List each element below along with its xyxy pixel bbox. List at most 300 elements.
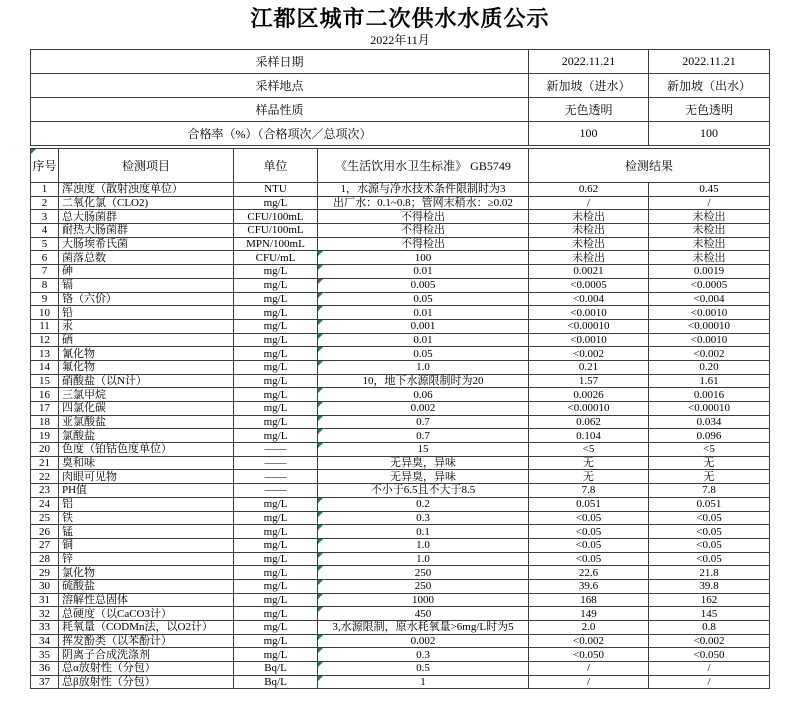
row-index: 9: [31, 292, 59, 306]
row-unit: mg/L: [234, 306, 318, 320]
excel-flag-triangle-icon: [318, 594, 323, 599]
row-result-outlet: <0.05: [649, 511, 770, 525]
table-row: [31, 552, 770, 566]
row-item: 溶解性总固体: [59, 593, 234, 607]
table-row: [31, 292, 770, 306]
info-label: 合格率（%）（合格项次／总项次）: [31, 122, 529, 146]
table-row: [31, 566, 770, 580]
row-result-inlet: <0.0005: [529, 278, 649, 292]
table-row: [31, 251, 770, 265]
table-row: [31, 306, 770, 320]
row-standard: 3,水源限制，原水耗氧量>6mg/L时为5: [318, 621, 529, 635]
table-row: [31, 196, 770, 210]
tables-container: [30, 49, 769, 689]
row-unit: mg/L: [234, 278, 318, 292]
row-item: 总β放射性（分包）: [59, 675, 234, 689]
table-row: [31, 388, 770, 402]
row-standard: 0.01: [318, 333, 529, 347]
row-item: 氯化物: [59, 566, 234, 580]
row-result-outlet: <0.00010: [649, 319, 770, 333]
row-result-inlet: 未检出: [529, 237, 649, 251]
row-index: 13: [31, 347, 59, 361]
table-row: [31, 210, 770, 224]
row-result-inlet: <0.05: [529, 511, 649, 525]
row-item: 锌: [59, 552, 234, 566]
row-result-inlet: <0.05: [529, 538, 649, 552]
row-result-outlet: 未检出: [649, 237, 770, 251]
row-result-outlet: 无: [649, 456, 770, 470]
row-standard: 出厂水：0.1~0.8；管网末稍水：≥0.02: [318, 196, 529, 210]
table-row: [31, 415, 770, 429]
row-standard: 0.005: [318, 278, 529, 292]
row-index: 30: [31, 579, 59, 593]
row-index: 3: [31, 210, 59, 224]
row-item: 三氯甲烷: [59, 388, 234, 402]
table-row: [31, 648, 770, 662]
row-item: 大肠埃希氏菌: [59, 237, 234, 251]
row-standard: 不小于6.5且不大于8.5: [318, 484, 529, 498]
row-result-outlet: 0.034: [649, 415, 770, 429]
row-result-outlet: 未检出: [649, 210, 770, 224]
excel-flag-triangle-icon: [318, 648, 323, 653]
excel-flag-triangle-icon: [31, 149, 36, 154]
excel-flag-triangle-icon: [318, 251, 323, 256]
excel-flag-triangle-icon: [318, 320, 323, 325]
info-row: [31, 74, 770, 98]
row-standard: 0.3: [318, 511, 529, 525]
row-result-outlet: 7.8: [649, 484, 770, 498]
row-standard: 1，水源与净水技术条件限制时为3: [318, 183, 529, 197]
table-row: [31, 347, 770, 361]
sample-info-table: [30, 49, 770, 146]
row-item: 肉眼可见物: [59, 470, 234, 484]
table-row: [31, 333, 770, 347]
row-item: 铬（六价）: [59, 292, 234, 306]
row-result-inlet: <0.05: [529, 525, 649, 539]
row-result-outlet: 162: [649, 593, 770, 607]
info-value: 新加坡（出水）: [649, 74, 770, 98]
excel-flag-triangle-icon: [318, 566, 323, 571]
row-standard: 0.01: [318, 306, 529, 320]
row-unit: mg/L: [234, 265, 318, 279]
row-result-outlet: <0.0005: [649, 278, 770, 292]
header-result: 检测结果: [529, 149, 770, 183]
row-standard: 0.1: [318, 525, 529, 539]
row-standard: 0.2: [318, 497, 529, 511]
row-index: 19: [31, 429, 59, 443]
row-item: 汞: [59, 319, 234, 333]
row-unit: mg/L: [234, 552, 318, 566]
table-row: [31, 319, 770, 333]
row-unit: mg/L: [234, 621, 318, 635]
row-result-outlet: 0.0016: [649, 388, 770, 402]
row-result-inlet: <0.05: [529, 552, 649, 566]
row-item: 浑浊度（散射浊度单位）: [59, 183, 234, 197]
excel-flag-triangle-icon: [318, 512, 323, 517]
row-result-outlet: 21.8: [649, 566, 770, 580]
row-index: 14: [31, 360, 59, 374]
row-index: 12: [31, 333, 59, 347]
excel-flag-triangle-icon: [318, 293, 323, 298]
row-result-inlet: 0.0021: [529, 265, 649, 279]
row-item: 耗氧量（CODMn法，以O2计）: [59, 621, 234, 635]
table-row: [31, 675, 770, 689]
row-item: 铜: [59, 538, 234, 552]
excel-flag-triangle-icon: [318, 580, 323, 585]
info-value: 无色透明: [529, 98, 649, 122]
row-result-inlet: <5: [529, 443, 649, 457]
info-label: 样品性质: [31, 98, 529, 122]
row-unit: CFU/mL: [234, 251, 318, 265]
header-standard: 《生活饮用水卫生标准》 GB5749: [318, 149, 529, 183]
excel-flag-triangle-icon: [318, 265, 323, 270]
row-result-inlet: 168: [529, 593, 649, 607]
table-row: [31, 593, 770, 607]
row-result-inlet: <0.0010: [529, 306, 649, 320]
row-result-outlet: <0.05: [649, 525, 770, 539]
row-index: 11: [31, 319, 59, 333]
header-item: 检测项目: [59, 149, 234, 183]
row-index: 28: [31, 552, 59, 566]
row-unit: mg/L: [234, 525, 318, 539]
row-unit: mg/L: [234, 566, 318, 580]
table-row: [31, 511, 770, 525]
row-result-outlet: 39.8: [649, 579, 770, 593]
row-standard: 100: [318, 251, 529, 265]
row-standard: 250: [318, 566, 529, 580]
row-index: 35: [31, 648, 59, 662]
info-value: 新加坡（进水）: [529, 74, 649, 98]
row-result-inlet: /: [529, 196, 649, 210]
row-result-outlet: <0.050: [649, 648, 770, 662]
row-result-inlet: 0.0026: [529, 388, 649, 402]
row-result-inlet: 39.6: [529, 579, 649, 593]
row-item: 二氧化氯（CLO2): [59, 196, 234, 210]
row-result-inlet: <0.00010: [529, 319, 649, 333]
row-result-inlet: 1.57: [529, 374, 649, 388]
row-standard: 0.7: [318, 415, 529, 429]
row-standard: 0.002: [318, 634, 529, 648]
row-unit: mg/L: [234, 333, 318, 347]
row-result-inlet: 22.6: [529, 566, 649, 580]
water-quality-result-table: [30, 148, 770, 689]
row-item: 氯酸盐: [59, 429, 234, 443]
row-standard: 1000: [318, 593, 529, 607]
row-index: 24: [31, 497, 59, 511]
row-item: 四氯化碳: [59, 402, 234, 416]
excel-flag-triangle-icon: [318, 498, 323, 503]
info-value: 2022.11.21: [529, 50, 649, 74]
row-standard: 无异臭，异味: [318, 456, 529, 470]
table-row: [31, 360, 770, 374]
excel-flag-triangle-icon: [318, 443, 323, 448]
row-index: 27: [31, 538, 59, 552]
row-result-outlet: 无: [649, 470, 770, 484]
row-item: 硫酸盐: [59, 579, 234, 593]
row-result-outlet: 0.8: [649, 621, 770, 635]
row-index: 29: [31, 566, 59, 580]
row-result-inlet: 0.21: [529, 360, 649, 374]
row-unit: mg/L: [234, 579, 318, 593]
row-index: 10: [31, 306, 59, 320]
table-row: [31, 634, 770, 648]
row-item: 亚氯酸盐: [59, 415, 234, 429]
row-index: 22: [31, 470, 59, 484]
row-index: 21: [31, 456, 59, 470]
row-item: 锰: [59, 525, 234, 539]
row-unit: ——: [234, 470, 318, 484]
row-standard: 0.01: [318, 265, 529, 279]
row-standard: 不得检出: [318, 224, 529, 238]
row-standard: 0.05: [318, 347, 529, 361]
excel-flag-triangle-icon: [318, 279, 323, 284]
row-result-outlet: 0.096: [649, 429, 770, 443]
row-result-inlet: <0.004: [529, 292, 649, 306]
row-index: 2: [31, 196, 59, 210]
row-result-inlet: 0.104: [529, 429, 649, 443]
excel-flag-triangle-icon: [318, 635, 323, 640]
page-subtitle: 2022年11月: [370, 33, 430, 47]
table-row: [31, 662, 770, 676]
row-unit: CFU/100mL: [234, 224, 318, 238]
row-item: 铝: [59, 497, 234, 511]
row-result-outlet: <0.0010: [649, 306, 770, 320]
table-row: [31, 429, 770, 443]
row-unit: mg/L: [234, 292, 318, 306]
row-result-inlet: 未检出: [529, 210, 649, 224]
row-result-inlet: 0.62: [529, 183, 649, 197]
row-index: 36: [31, 662, 59, 676]
row-unit: mg/L: [234, 593, 318, 607]
row-standard: 0.5: [318, 662, 529, 676]
row-item: 菌落总数: [59, 251, 234, 265]
row-item: 砷: [59, 265, 234, 279]
row-index: 34: [31, 634, 59, 648]
row-index: 4: [31, 224, 59, 238]
table-row: [31, 497, 770, 511]
row-standard: 0.001: [318, 319, 529, 333]
row-index: 26: [31, 525, 59, 539]
row-unit: ——: [234, 443, 318, 457]
header-index-label: 序号: [32, 159, 57, 173]
table-row: [31, 607, 770, 621]
info-row: [31, 98, 770, 122]
row-item: 臭和味: [59, 456, 234, 470]
row-item: 氰化物: [59, 347, 234, 361]
excel-flag-triangle-icon: [318, 429, 323, 434]
row-standard: 1.0: [318, 538, 529, 552]
table-row: [31, 237, 770, 251]
row-standard: 1.0: [318, 360, 529, 374]
row-standard: 0.3: [318, 648, 529, 662]
excel-flag-triangle-icon: [318, 676, 323, 681]
header-index: [31, 149, 59, 183]
row-unit: Bq/L: [234, 662, 318, 676]
table-row: [31, 579, 770, 593]
row-standard: 0.002: [318, 402, 529, 416]
table-row: [31, 278, 770, 292]
row-item: 总大肠菌群: [59, 210, 234, 224]
row-result-outlet: <0.05: [649, 538, 770, 552]
row-unit: mg/L: [234, 607, 318, 621]
excel-flag-triangle-icon: [318, 334, 323, 339]
excel-flag-triangle-icon: [318, 539, 323, 544]
excel-flag-triangle-icon: [318, 607, 323, 612]
row-standard: 0.7: [318, 429, 529, 443]
excel-flag-triangle-icon: [318, 402, 323, 407]
row-result-inlet: <0.050: [529, 648, 649, 662]
row-unit: ——: [234, 456, 318, 470]
row-index: 5: [31, 237, 59, 251]
row-item: 耐热大肠菌群: [59, 224, 234, 238]
row-result-inlet: <0.00010: [529, 402, 649, 416]
row-standard: 不得检出: [318, 210, 529, 224]
info-label: 采样日期: [31, 50, 529, 74]
row-standard: 不得检出: [318, 237, 529, 251]
table-row: [31, 484, 770, 498]
row-unit: mg/L: [234, 196, 318, 210]
excel-flag-triangle-icon: [318, 662, 323, 667]
row-standard: 无异臭，异味: [318, 470, 529, 484]
row-unit: Bq/L: [234, 675, 318, 689]
row-result-inlet: 2.0: [529, 621, 649, 635]
row-unit: mg/L: [234, 402, 318, 416]
row-index: 16: [31, 388, 59, 402]
row-unit: mg/L: [234, 634, 318, 648]
info-value: 100: [649, 122, 770, 146]
row-standard: 1: [318, 675, 529, 689]
sample-info-table-body: [31, 50, 770, 146]
info-value: 100: [529, 122, 649, 146]
row-unit: mg/L: [234, 415, 318, 429]
row-item: 铁: [59, 511, 234, 525]
row-index: 31: [31, 593, 59, 607]
row-result-inlet: /: [529, 675, 649, 689]
row-standard: 10，地下水源限制时为20: [318, 374, 529, 388]
header-unit: 单位: [234, 149, 318, 183]
row-unit: NTU: [234, 183, 318, 197]
excel-flag-triangle-icon: [318, 306, 323, 311]
table-row: [31, 183, 770, 197]
row-result-outlet: <5: [649, 443, 770, 457]
row-standard: 15: [318, 443, 529, 457]
row-standard: 450: [318, 607, 529, 621]
excel-flag-triangle-icon: [318, 525, 323, 530]
row-unit: mg/L: [234, 388, 318, 402]
table-row: [31, 525, 770, 539]
excel-flag-triangle-icon: [318, 361, 323, 366]
row-result-outlet: <0.00010: [649, 402, 770, 416]
row-unit: mg/L: [234, 360, 318, 374]
row-unit: mg/L: [234, 319, 318, 333]
row-item: 镉: [59, 278, 234, 292]
table-row: [31, 224, 770, 238]
row-index: 8: [31, 278, 59, 292]
row-result-outlet: /: [649, 675, 770, 689]
row-item: 阴离子合成洗涤剂: [59, 648, 234, 662]
row-result-inlet: /: [529, 662, 649, 676]
row-result-outlet: 0.051: [649, 497, 770, 511]
row-item: 挥发酚类（以苯酚计）: [59, 634, 234, 648]
row-result-inlet: 0.051: [529, 497, 649, 511]
row-result-inlet: <0.0010: [529, 333, 649, 347]
row-index: 6: [31, 251, 59, 265]
row-result-outlet: 未检出: [649, 251, 770, 265]
info-row: [31, 122, 770, 146]
row-result-inlet: 0.062: [529, 415, 649, 429]
row-result-outlet: 145: [649, 607, 770, 621]
row-unit: mg/L: [234, 511, 318, 525]
result-table-header: [31, 149, 770, 183]
row-standard: 250: [318, 579, 529, 593]
result-table-body: [31, 183, 770, 689]
row-unit: mg/L: [234, 648, 318, 662]
row-unit: CFU/100mL: [234, 210, 318, 224]
info-label: 采样地点: [31, 74, 529, 98]
excel-flag-triangle-icon: [318, 388, 323, 393]
result-header-row: [31, 149, 770, 183]
row-standard: 1.0: [318, 552, 529, 566]
row-result-inlet: 149: [529, 607, 649, 621]
row-standard: 0.06: [318, 388, 529, 402]
table-row: [31, 538, 770, 552]
row-result-inlet: 无: [529, 456, 649, 470]
row-index: 23: [31, 484, 59, 498]
row-result-outlet: <0.002: [649, 347, 770, 361]
row-result-outlet: <0.002: [649, 634, 770, 648]
row-item: 硒: [59, 333, 234, 347]
row-result-inlet: 未检出: [529, 251, 649, 265]
row-result-outlet: <0.0010: [649, 333, 770, 347]
row-index: 1: [31, 183, 59, 197]
row-result-outlet: /: [649, 662, 770, 676]
row-item: 色度（铂钴色度单位）: [59, 443, 234, 457]
row-unit: mg/L: [234, 374, 318, 388]
row-result-outlet: <0.05: [649, 552, 770, 566]
row-item: 总硬度（以CaCO3计）: [59, 607, 234, 621]
row-index: 17: [31, 402, 59, 416]
row-item: 铅: [59, 306, 234, 320]
row-unit: MPN/100mL: [234, 237, 318, 251]
row-index: 20: [31, 443, 59, 457]
row-result-outlet: 0.0019: [649, 265, 770, 279]
row-item: 总α放射性（分包）: [59, 662, 234, 676]
row-result-inlet: 无: [529, 470, 649, 484]
row-result-outlet: <0.004: [649, 292, 770, 306]
row-index: 25: [31, 511, 59, 525]
row-result-outlet: 0.20: [649, 360, 770, 374]
row-unit: mg/L: [234, 429, 318, 443]
row-result-outlet: /: [649, 196, 770, 210]
row-result-inlet: <0.002: [529, 634, 649, 648]
row-result-outlet: 1.61: [649, 374, 770, 388]
row-index: 15: [31, 374, 59, 388]
table-row: [31, 470, 770, 484]
row-index: 32: [31, 607, 59, 621]
row-unit: mg/L: [234, 347, 318, 361]
table-row: [31, 456, 770, 470]
page-title: 江都区城市二次供水水质公示: [250, 6, 550, 31]
row-index: 37: [31, 675, 59, 689]
row-index: 33: [31, 621, 59, 635]
row-item: 氟化物: [59, 360, 234, 374]
row-index: 7: [31, 265, 59, 279]
excel-flag-triangle-icon: [318, 347, 323, 352]
row-standard: 0.05: [318, 292, 529, 306]
table-row: [31, 265, 770, 279]
row-result-inlet: <0.002: [529, 347, 649, 361]
excel-flag-triangle-icon: [318, 416, 323, 421]
